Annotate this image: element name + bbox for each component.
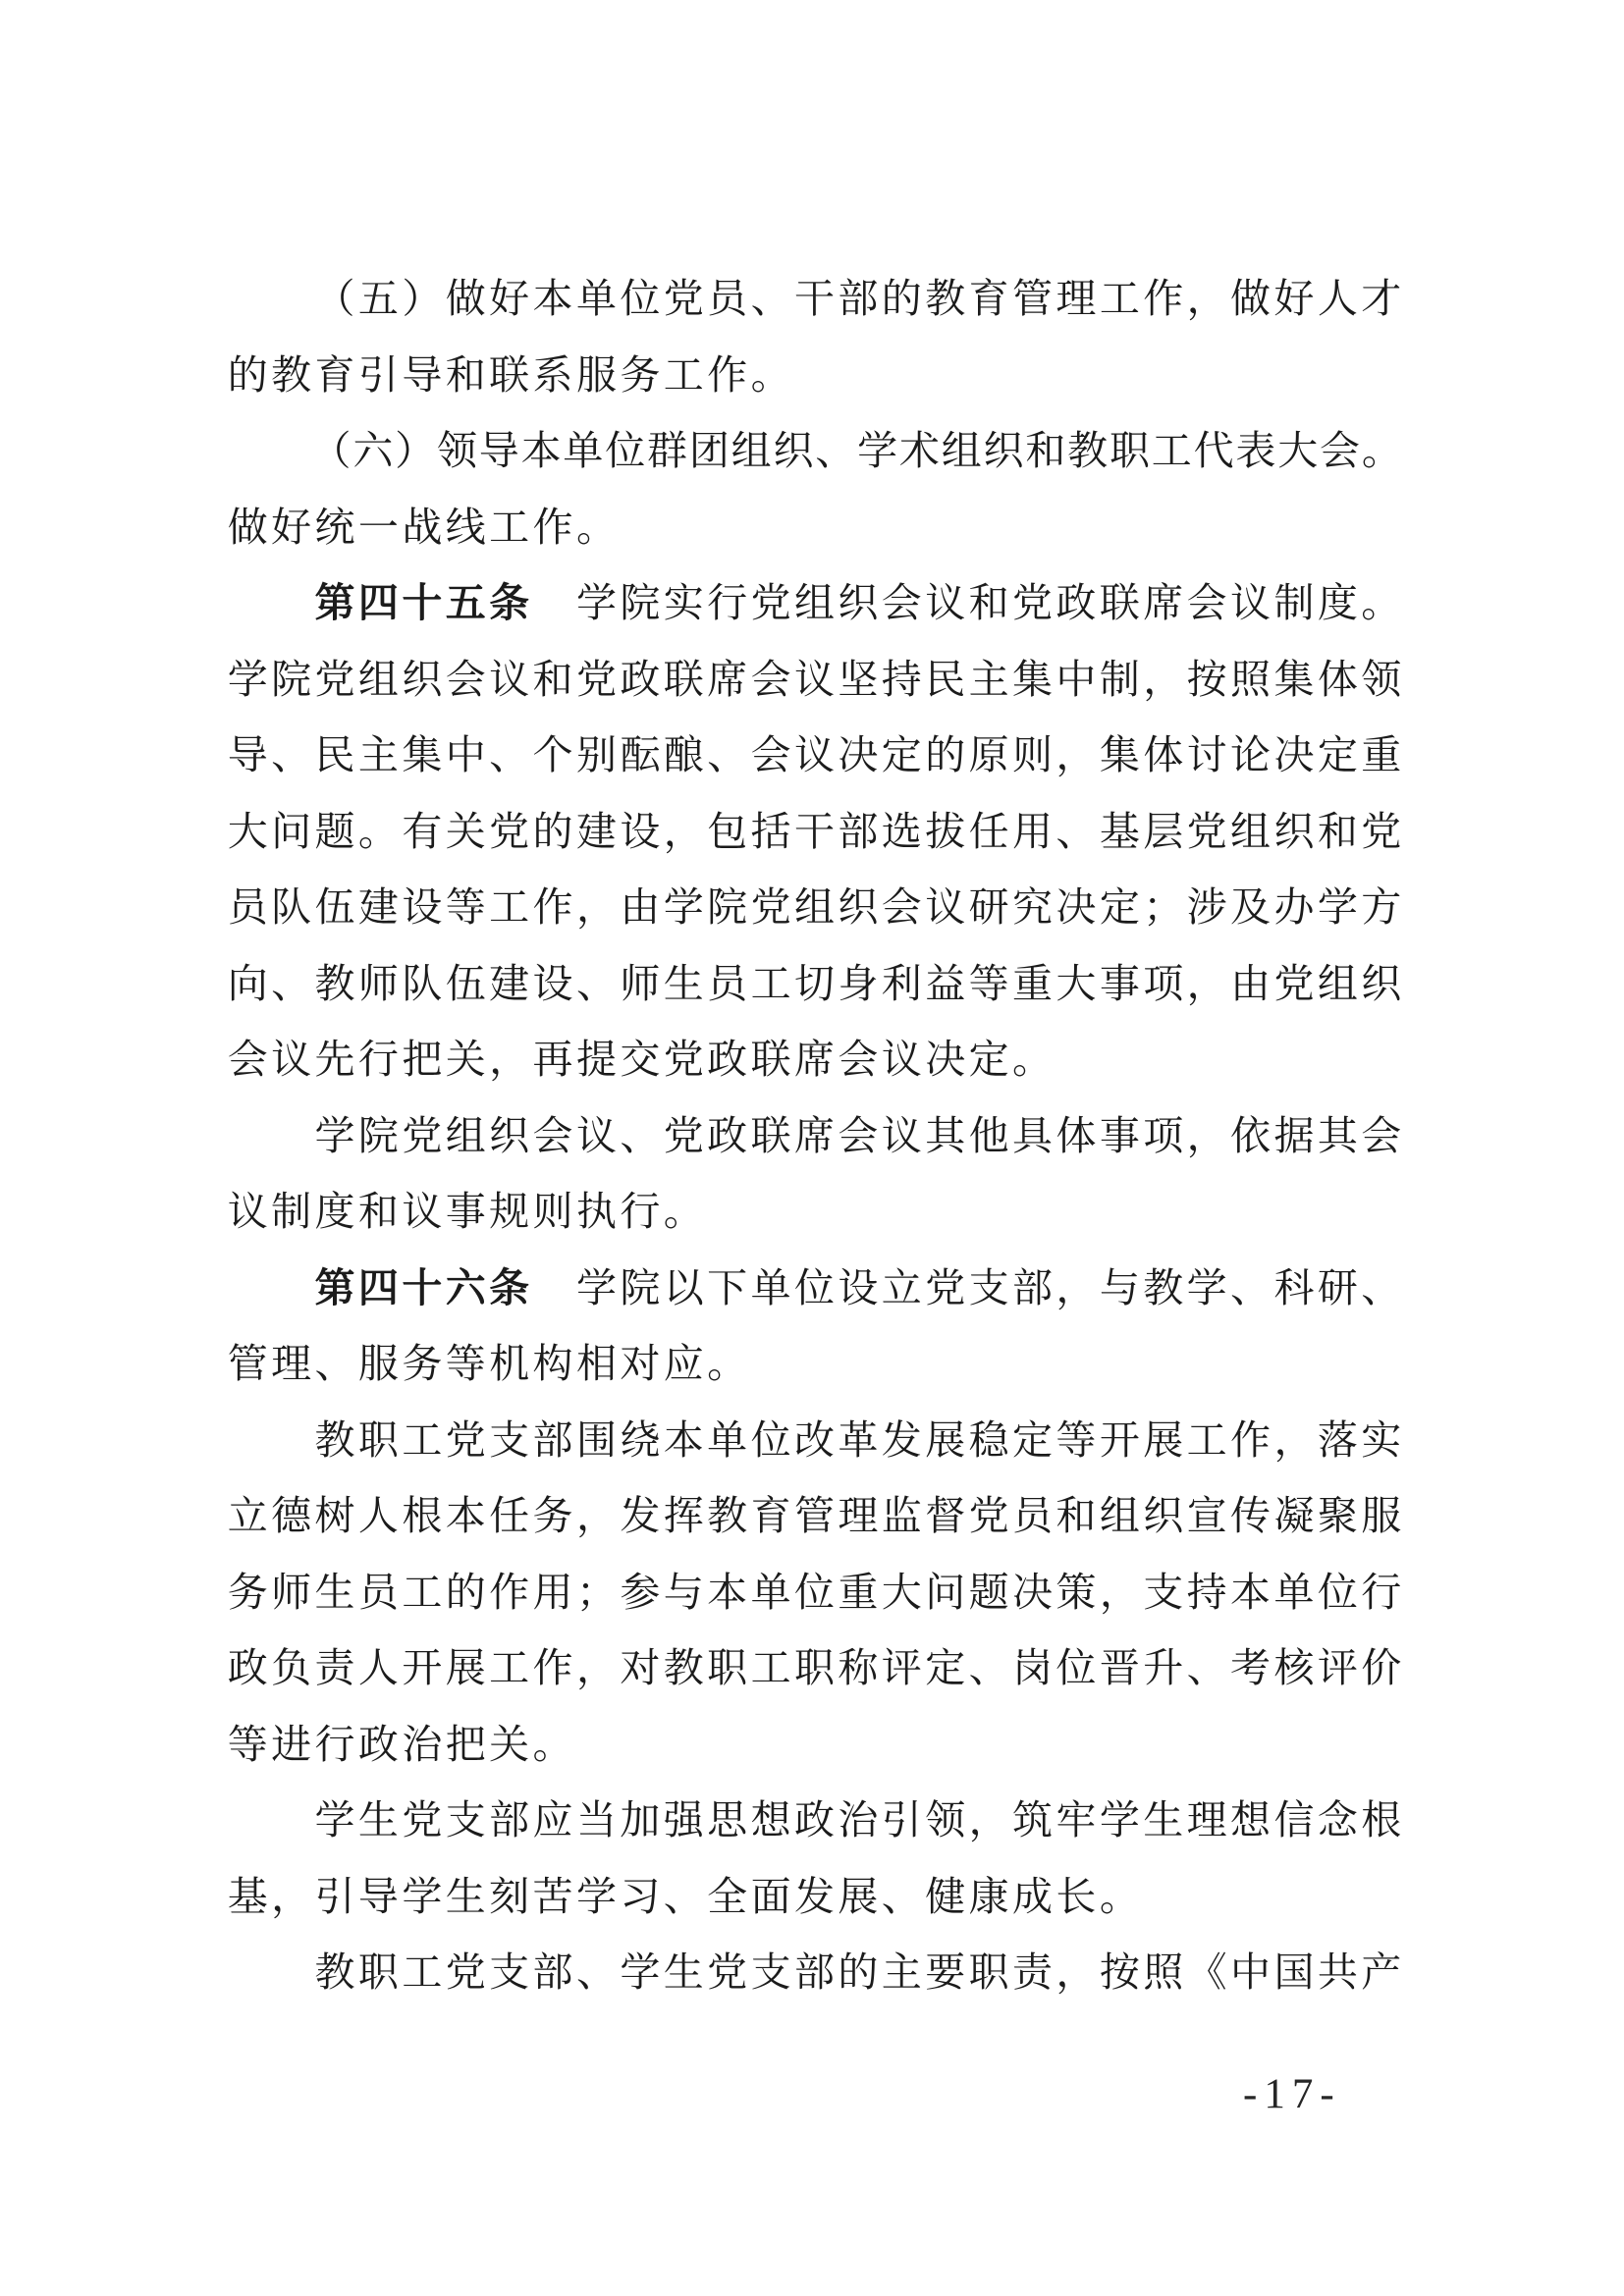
text-line: 政负责人开展工作，对教职工职称评定、岗位晋升、考核评价 (227, 1645, 1402, 1690)
text-line: 的教育引导和联系服务工作。 (227, 351, 791, 398)
text-line: 导、民主集中、个别酝酿、会议决定的原则，集体讨论决定重 (227, 732, 1402, 777)
article-45-line: 第四十五条 学院实行党组织会议和党政联席会议制度。 (314, 580, 1402, 625)
text-line: （五）做好本单位党员、干部的教育管理工作，做好人才 (314, 276, 1402, 321)
text-line: 基，引导学生刻苦学习、全面发展、健康成长。 (227, 1873, 1140, 1919)
text-line: 向、教师队伍建设、师生员工切身利益等重大事项，由党组织 (227, 960, 1402, 1006)
text-line: 大问题。有关党的建设，包括干部选拔任用、基层党组织和党 (227, 808, 1402, 854)
text-line: 学院党组织会议和党政联席会议坚持民主集中制，按照集体领 (227, 656, 1402, 702)
text-line: 立德树人根本任务，发挥教育管理监督党员和组织宣传凝聚服 (227, 1493, 1402, 1538)
text-line: 等进行政治把关。 (227, 1721, 573, 1767)
text-line: 管理、服务等机构相对应。 (227, 1341, 748, 1386)
text-line: 学生党支部应当加强思想政治引领，筑牢学生理想信念根 (314, 1797, 1402, 1842)
article-number: 第四十五条 (314, 580, 530, 625)
text-line: 教职工党支部、学生党支部的主要职责，按照《中国共产 (314, 1949, 1402, 1995)
text-line: 会议先行把关，再提交党政联席会议决定。 (227, 1037, 1054, 1082)
text-line: 员队伍建设等工作，由学院党组织会议研究决定；涉及办学方 (227, 884, 1402, 930)
page-number: -17- (1243, 2071, 1341, 2117)
document-body (226, 261, 1403, 2011)
text-line: （六）领导本单位群团组织、学术组织和教职工代表大会。 (310, 428, 1402, 473)
text-line: 教职工党支部围绕本单位改革发展稳定等开展工作，落实 (314, 1416, 1402, 1463)
text-line: 务师生员工的作用；参与本单位重大问题决策，支持本单位行 (227, 1569, 1402, 1615)
text-line: 议制度和议事规则执行。 (227, 1189, 704, 1234)
article-46-line: 第四十六条 学院以下单位设立党支部，与教学、科研、 (314, 1264, 1402, 1310)
text-line: 学院党组织会议、党政联席会议其他具体事项，依据其会 (314, 1112, 1402, 1158)
article-number: 第四十六条 (314, 1264, 530, 1310)
text-line: 做好统一战线工作。 (227, 504, 617, 550)
